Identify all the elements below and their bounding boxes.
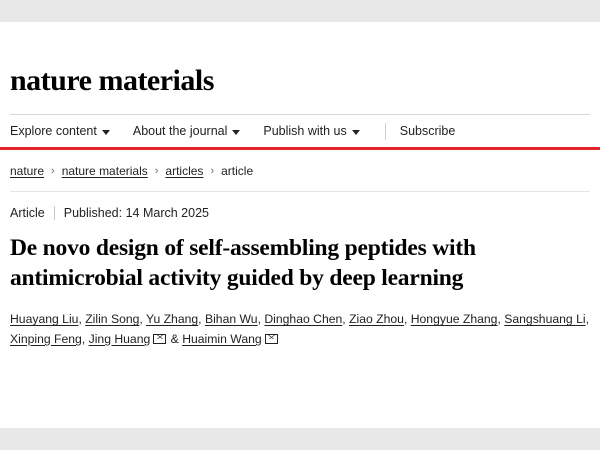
article-meta: [10, 192, 590, 220]
author-separator: ,: [257, 312, 265, 327]
page-title: De novo design of self-assembling peptides with antimicrobial activity guided by deep learning: [10, 235, 476, 292]
author-separator: ,: [585, 312, 589, 327]
breadcrumb-item-nature[interactable]: nature: [10, 164, 45, 178]
nav-divider: [385, 123, 386, 140]
author-link[interactable]: Xinping Feng: [10, 331, 82, 346]
author-link[interactable]: Ziao Zhou: [349, 312, 404, 327]
breadcrumb: [10, 150, 590, 192]
author-link[interactable]: Jing Huang: [88, 331, 151, 346]
nav-item-label: Subscribe: [399, 124, 456, 138]
journal-title[interactable]: nature materials: [10, 64, 214, 97]
author-separator: ,: [342, 312, 350, 327]
nav-item-label: Explore content: [10, 124, 97, 138]
nav-item-publish-with-us[interactable]: [263, 124, 372, 138]
nav-item-label: Publish with us: [263, 124, 347, 138]
nav-item-explore-content[interactable]: [10, 124, 123, 138]
author-link[interactable]: Huaimin Wang: [182, 331, 262, 346]
author-link[interactable]: Dinghao Chen: [264, 312, 343, 327]
chevron-down-icon: [232, 130, 240, 135]
author-separator: ,: [78, 312, 86, 327]
article-page: [0, 22, 600, 428]
author-link[interactable]: Yu Zhang: [145, 312, 199, 327]
article-published-date: Published: 14 March 2025: [63, 206, 209, 220]
breadcrumb-item-articles[interactable]: articles: [165, 164, 204, 178]
corresponding-author-email-icon[interactable]: [265, 334, 278, 344]
breadcrumb-item-nature-materials[interactable]: nature materials: [61, 164, 148, 178]
author-link[interactable]: Huayang Liu: [10, 312, 79, 327]
journal-masthead: [10, 22, 590, 104]
chevron-down-icon: [102, 130, 110, 135]
author-separator: ,: [497, 312, 505, 327]
nav-item-about-the-journal[interactable]: [133, 124, 254, 138]
nav-item-subscribe[interactable]: [400, 124, 469, 138]
author-link[interactable]: Sangshuang Li: [504, 312, 586, 327]
author-separator: ,: [139, 312, 146, 327]
article-type: Article: [10, 206, 45, 220]
meta-divider: [54, 206, 55, 220]
author-link[interactable]: Bihan Wu: [204, 312, 258, 327]
breadcrumb-separator: ›: [210, 165, 215, 177]
author-separator: &: [167, 331, 183, 346]
breadcrumb-separator: ›: [154, 165, 159, 177]
author-separator: ,: [403, 312, 411, 327]
author-separator: ,: [198, 312, 205, 327]
main-navigation: [10, 114, 590, 147]
author-link[interactable]: Zilin Song: [85, 312, 140, 327]
author-separator: ,: [81, 331, 89, 346]
author-list: [10, 310, 590, 350]
corresponding-author-email-icon[interactable]: [153, 334, 166, 344]
nav-item-label: About the journal: [132, 124, 228, 138]
breadcrumb-separator: ›: [51, 165, 55, 177]
chevron-down-icon: [352, 130, 360, 135]
author-link[interactable]: Hongyue Zhang: [410, 312, 498, 327]
breadcrumb-item-article: article: [221, 164, 254, 178]
